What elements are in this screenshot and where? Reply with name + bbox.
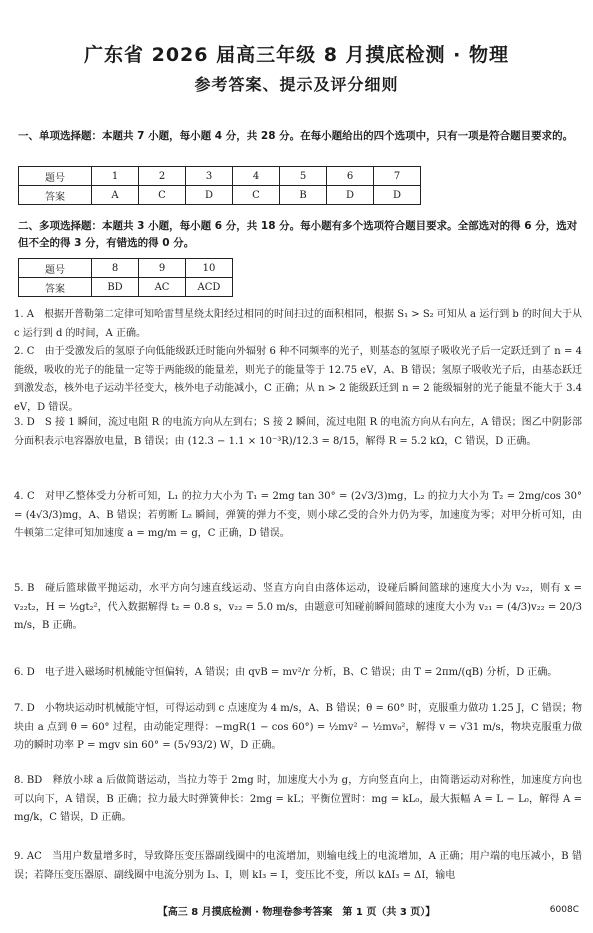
question-number: 2 — [139, 167, 186, 186]
answer-cell: C — [139, 186, 186, 205]
explanation-7: 7. D 小物块运动时机械能守恒，可得运动到 c 点速度为 4 m/s，A、B 错误；θ = 60° 时，克服重力做功 1.25 J，C 错误；物块由 a 点到 θ = 60° 过程，由动能定理得：−mgR(1 − cos 60°) = ½mv² − ½mv₀²，解得 v = √31 m/s，物块克服重力做功的瞬时功率 P = mgv sin 60° = (5√93/2) W，D 正确。 — [14, 703, 582, 751]
page-footer: 【高三 8 月摸底检测 · 物理卷参考答案 第 1 页（共 3 页）】 — [157, 907, 436, 918]
question-number: 8 — [92, 259, 139, 278]
answer-cell: BD — [92, 278, 139, 297]
explanation-5: 5. B 碰后篮球做平抛运动，水平方向匀速直线运动、竖直方向自由落体运动，设碰后瞬间篮球的速度大小为 v₂₂，则有 x = v₂₂t₂，H = ½gt₂²，代入数据解得 t₂ = 0.8 s，v₂₂ = 5.0 m/s，由题意可知碰前瞬间篮球的速度大小为 v₂₁ = (4/3)v₂₂ = 20/3 m/s，B 正确。 — [14, 583, 582, 631]
question-number: 3 — [186, 167, 233, 186]
explanation-6: 6. D 电子进入磁场时机械能守恒偏转，A 错误；由 qvB = mv²/r 分析，B、C 错误；由 T = 2πm/(qB) 分析，D 正确。 — [14, 667, 558, 678]
table-row — [19, 278, 233, 297]
answer-label: 答案 — [19, 186, 92, 205]
answer-cell: B — [280, 186, 327, 205]
answer-cell: A — [92, 186, 139, 205]
section1-answer-table — [18, 166, 421, 205]
explanation-8: 8. BD 释放小球 a 后做简谐运动，当拉力等于 2mg 时，加速度大小为 g，方向竖直向上，由简谐运动对称性，加速度方向也可以向下，A 错误，B 正确；拉力最大时弹簧伸长：2mg = kL；平衡位置时：mg = kL₀，最大振幅 A = L − L₀，解得 A = mg/k，C 错误，D 正确。 — [14, 775, 582, 823]
explanation-9: 9. AC 当用户数量增多时，导致降压变压器副线圈中的电流增加，则输电线上的电流增加，A 正确；用户端的电压减小，B 错误；若降压变压器原、副线圈中电流分别为 I₃、I，则 kI₃ = I，变压比不变，所以 kΔI₃ = ΔI，输电 — [14, 851, 582, 881]
answer-cell: D — [327, 186, 374, 205]
answer-label: 答案 — [19, 278, 92, 297]
answer-cell: D — [374, 186, 421, 205]
page-subtitle: 参考答案、提示及评分细则 — [194, 75, 399, 94]
table-row — [19, 167, 421, 186]
section2-heading: 二、多项选择题：本题共 3 小题，每小题 6 分，共 18 分。每小题有多个选项符合题目要求。全部选对的得 6 分，选对但不全的得 3 分，有错选的得 0 分。 — [18, 220, 578, 249]
answer-cell: AC — [139, 278, 186, 297]
question-number: 9 — [139, 259, 186, 278]
section2-answer-table — [18, 258, 233, 297]
answer-cell: ACD — [186, 278, 233, 297]
document-code: 6008C — [549, 905, 579, 915]
question-number: 7 — [374, 167, 421, 186]
table-row — [19, 259, 233, 278]
page-title: 广东省 2026 届高三年级 8 月摸底检测 · 物理 — [83, 44, 509, 66]
explanation-3: 3. D S 接 1 瞬间，流过电阻 R 的电流方向从左到右；S 接 2 瞬间，流过电阻 R 的电流方向从右向左，A 错误；图乙中阴影部分面积表示电容器放电量，B 错误；由 (12.3 − 1.1 × 10⁻³R)/12.3 = 8/15，解得 R = 5.2 kΩ，C 错误，D 正确。 — [14, 417, 582, 447]
question-number-label: 题号 — [19, 259, 92, 278]
question-number: 6 — [327, 167, 374, 186]
section1-heading: 一、单项选择题：本题共 7 小题，每小题 4 分，共 28 分。在每小题给出的四个选项中，只有一项是符合题目要求的。 — [18, 130, 574, 142]
answer-cell: C — [233, 186, 280, 205]
question-number: 5 — [280, 167, 327, 186]
question-number: 10 — [186, 259, 233, 278]
explanation-1: 1. A 根据开普勒第二定律可知哈雷彗星绕太阳经过相同的时间扫过的面积相同，根据 S₁ > S₂ 可知从 a 运行到 b 的时间大于从 c 运行到 d 的时间，A 正确。 — [14, 309, 582, 339]
answer-cell: D — [186, 186, 233, 205]
explanation-4: 4. C 对甲乙整体受力分析可知，L₁ 的拉力大小为 T₁ = 2mg tan 30° = (2√3/3)mg，L₂ 的拉力大小为 T₂ = 2mg/cos 30° = (4√3/3)mg，A、B 错误；若剪断 L₂ 瞬间，弹簧的弹力不变，则小球乙受的合外力仍为零，加速度为零；对甲分析可知，由牛顿第二定律可知加速度 a = mg/m = g，C 正确，D 错误。 — [14, 491, 582, 539]
explanation-2: 2. C 由于受激发后的氢原子向低能级跃迁时能向外辐射 6 种不同频率的光子，则基态的氢原子吸收光子后一定跃迁到了 n = 4 能级，吸收的光子的能量一定等于两能级的能量差，则光子的能量等于 12.75 eV，A、B 错误；氢原子吸收光子后，由基态跃迁到激发态，核外电子运动半径变大，核外电子动能减小，C 正确；从 n > 2 能级跃迁到 n = 2 能级辐射的光子能量不能大于 3.4 eV，D 错误。 — [14, 346, 582, 413]
table-row — [19, 186, 421, 205]
question-number: 4 — [233, 167, 280, 186]
question-number-label: 题号 — [19, 167, 92, 186]
question-number: 1 — [92, 167, 139, 186]
